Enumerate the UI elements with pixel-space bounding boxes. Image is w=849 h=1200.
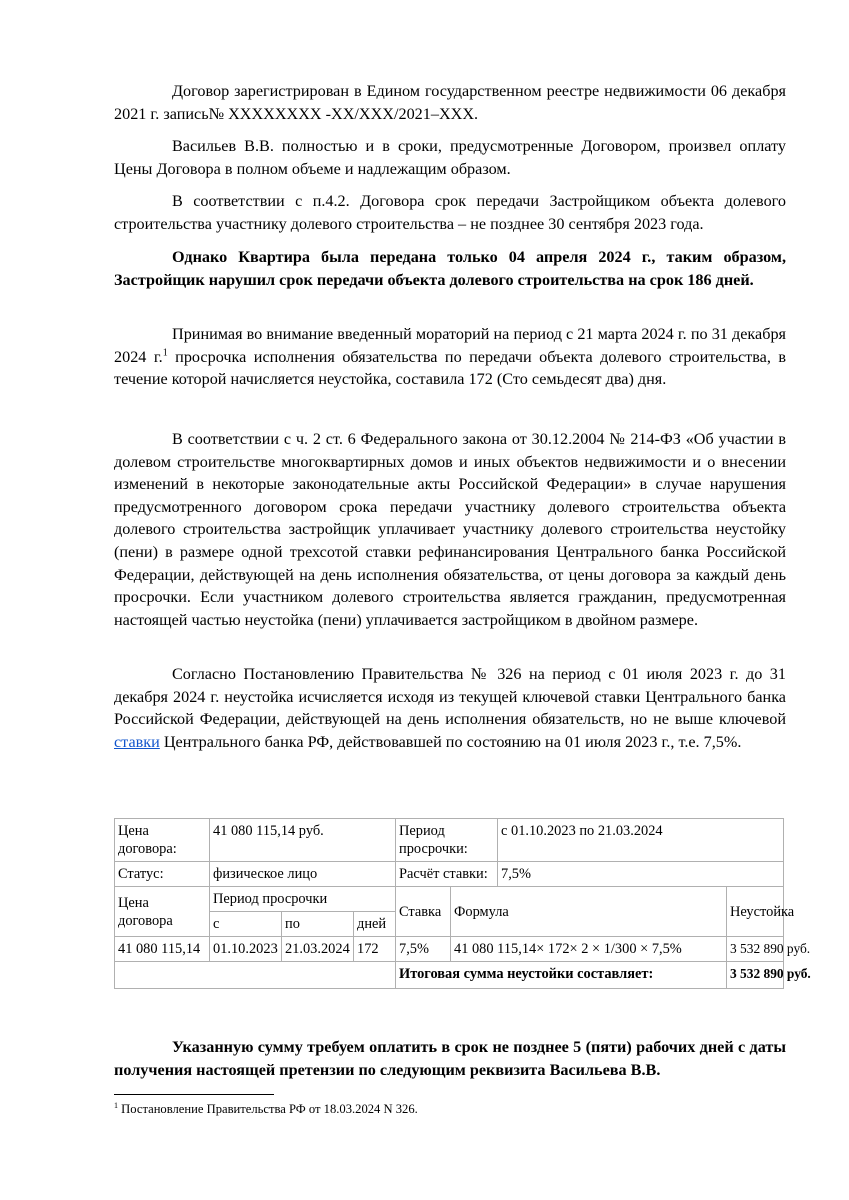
header-rate: Ставка <box>396 887 451 937</box>
rate-link[interactable]: ставки <box>114 732 160 751</box>
paragraph-text: Васильев В.В. полностью и в сроки, предусмотренные Договором, произвел оплату Цены Договора в полном объеме и надлежащим образом. <box>114 137 786 178</box>
row-days: 172 <box>354 937 396 962</box>
paragraph-text: Однако Квартира была передана только 04 апреля 2024 г., таким образом, Застройщик нарушил срок передачи объекта долевого строительства на срок 186 дней. <box>114 248 786 289</box>
header-period: Период просрочки <box>210 887 396 912</box>
table-total-row <box>115 962 784 989</box>
footnote-mark: 1 <box>114 1100 118 1110</box>
paragraph-text: Согласно Постановлению Правительства № 326 на период с 01 июля 2023 г. до 31 декабря 2024 г. неустойка исчисляется исходя из текущей ключевой ставки Центрального банка Российской Федерации, действующей на день исполнения обязательств, но не выше ключевой <box>114 665 786 729</box>
penalty-calculation-table <box>114 818 811 989</box>
rate-calc-label-cell: Расчёт ставки: <box>396 862 498 887</box>
header-penalty: Неустойка <box>727 887 784 937</box>
paragraph-payment-demand <box>114 1036 786 1081</box>
paragraph-registration <box>114 80 786 125</box>
footnote-divider <box>114 1094 274 1095</box>
table-row <box>115 819 784 862</box>
paragraph-law-reference <box>114 428 786 631</box>
paragraph-text: Центрального банка РФ, действовавшей по состоянию на 01 июля 2023 г., т.е. 7,5%. <box>159 732 742 751</box>
total-label: Итоговая сумма неустойки составляет: <box>396 962 727 989</box>
paragraph-government-decree <box>114 663 786 753</box>
table-row <box>115 937 784 962</box>
paragraph-text: В соответствии с ч. 2 ст. 6 Федерального закона от 30.12.2004 № 214-ФЗ «Об участии в долевом строительстве многоквартирных домов и иных объектов недвижимости и о внесении изменений в некоторые законодательные акты Российской Федерации» в случае нарушения предусмотренного договором срока передачи участнику долевого строительства объекта долевого строительства застройщик уплачивает участнику долевого строительства неустойку (пени) в размере одной трехсотой ставки рефинансирования Центрального банка Российской Федерации, действующей на день исполнения обязательства, от цены договора за каждый день просрочки. Если участником долевого строительства является гражданин, предусмотренная настоящей частью неустойка (пени) уплачивается застройщиком в двойном размере. <box>114 430 786 629</box>
rate-calc-value-cell: 7,5% <box>498 862 784 887</box>
row-rate: 7,5% <box>396 937 451 962</box>
status-value-cell: физическое лицо <box>210 862 396 887</box>
paragraph-transfer-term <box>114 190 786 235</box>
row-penalty: 3 532 890 руб. <box>727 937 784 962</box>
header-to: по <box>282 912 354 937</box>
paragraph-text: Договор зарегистрирован в Едином государственном реестре недвижимости 06 декабря 2021 г. запись№ XXXXXXXX -XX/XXX/2021–XXX. <box>114 82 786 123</box>
total-value: 3 532 890 руб. <box>727 962 784 989</box>
price-label-cell: Цена договора: <box>115 819 210 862</box>
footnote-reference[interactable]: 1 <box>162 347 168 359</box>
paragraph-text: Указанную сумму требуем оплатить в срок не позднее 5 (пяти) рабочих дней с даты получения настоящей претензии по следующим реквизита Васильева В.В. <box>114 1038 786 1079</box>
header-price: Цена договора <box>115 887 210 937</box>
paragraph-payment <box>114 135 786 180</box>
paragraph-violation <box>114 246 786 291</box>
footnote-text: Постановление Правительства РФ от 18.03.2024 N 326. <box>118 1102 418 1116</box>
row-to: 21.03.2024 <box>282 937 354 962</box>
paragraph-text: Принимая во внимание введенный мораторий на период с 21 марта 2024 г. по 31 декабря 2024 г. <box>114 325 786 366</box>
period-label-cell: Период просрочки: <box>396 819 498 862</box>
price-value-cell: 41 080 115,14 руб. <box>210 819 396 862</box>
header-days: дней <box>354 912 396 937</box>
paragraph-moratorium <box>114 323 786 391</box>
paragraph-text: просрочка исполнения обязательства по передачи объекта долевого строительства, в течение которой начисляется неустойка, составила 172 (Сто семьдесят два) дня. <box>114 347 787 389</box>
footnote <box>114 1101 418 1117</box>
table-header-row <box>115 887 784 912</box>
header-formula: Формула <box>451 887 727 937</box>
row-from: 01.10.2023 <box>210 937 282 962</box>
row-price: 41 080 115,14 <box>115 937 210 962</box>
period-value-cell: с 01.10.2023 по 21.03.2024 <box>498 819 784 862</box>
status-label-cell: Статус: <box>115 862 210 887</box>
paragraph-text: В соответствии с п.4.2. Договора срок передачи Застройщиком объекта долевого строительства участнику долевого строительства – не позднее 30 сентября 2023 года. <box>114 192 786 233</box>
table-row <box>115 862 784 887</box>
row-formula: 41 080 115,14× 172× 2 × 1/300 × 7,5% <box>451 937 727 962</box>
total-spacer-cell <box>115 962 396 989</box>
header-from: с <box>210 912 282 937</box>
